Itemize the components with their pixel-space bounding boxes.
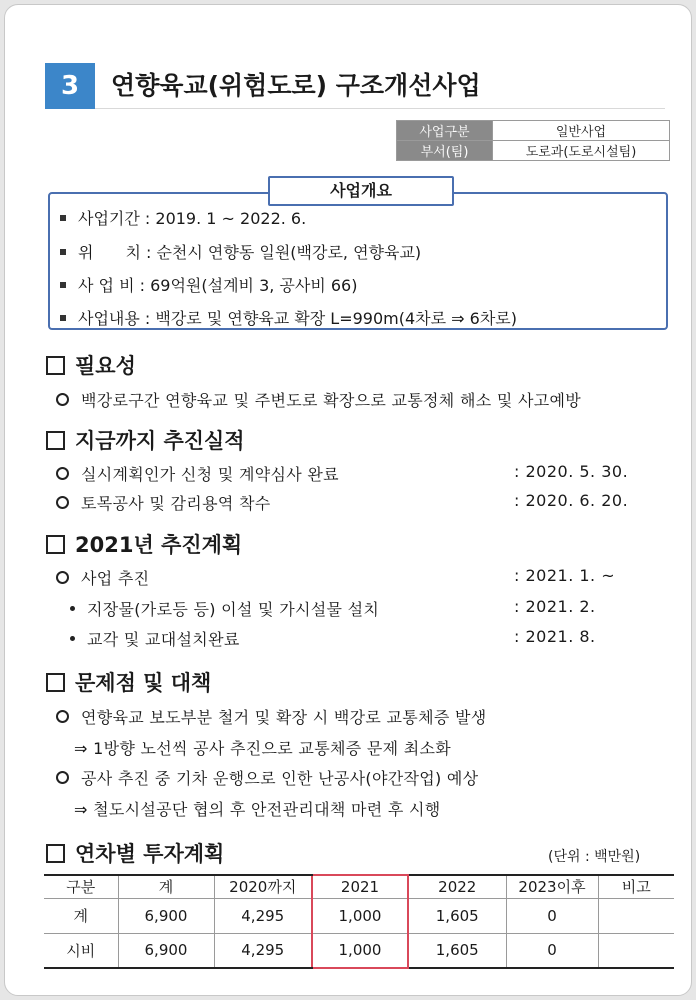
section-heading-investment: 연차별 투자계획	[46, 838, 224, 868]
plan-main-line: 사업 추진	[56, 566, 149, 589]
necessity-line: 백강로구간 연향육교 및 주변도로 확장으로 교통정체 해소 및 사고예방	[56, 388, 581, 411]
title-bar	[45, 63, 665, 109]
checkbox-square-icon	[46, 673, 65, 692]
plan-sub-line: 지장물(가로등 등) 이설 및 가시설물 설치	[70, 597, 379, 620]
issue-problem-line: 연향육교 보도부분 철거 및 확장 시 백강로 교통체증 발생	[56, 705, 486, 728]
table-header-cell: 2023이후	[506, 875, 598, 898]
square-bullet-icon	[60, 282, 66, 288]
circle-bullet-icon	[56, 393, 69, 406]
table-header-cell: 2020까지	[214, 875, 312, 898]
table-cell: 계	[44, 898, 118, 933]
section-heading-plan: 2021년 추진계획	[46, 529, 242, 559]
table-header-row	[44, 875, 674, 898]
table-header-cell: 계	[118, 875, 214, 898]
table-row	[44, 933, 674, 968]
issue-problem-line: 공사 추진 중 기차 운행으로 인한 난공사(야간작업) 예상	[56, 766, 478, 789]
table-cell: 시비	[44, 933, 118, 968]
table-cell: 6,900	[118, 933, 214, 968]
issue-solution-line: ⇒ 철도시설공단 협의 후 안전관리대책 마련 후 시행	[74, 800, 441, 819]
table-cell: 4,295	[214, 933, 312, 968]
investment-table	[44, 874, 674, 969]
meta-value: 도로과(도로시설팀)	[493, 141, 670, 161]
overview-item: 사업내용 : 백강로 및 연향육교 확장 L=990m(4차로 ⇒ 6차로)	[60, 306, 517, 329]
unit-label: (단위 : 백만원)	[548, 849, 641, 865]
table-cell	[598, 933, 674, 968]
section-heading-necessity: 필요성	[46, 350, 136, 380]
checkbox-square-icon	[46, 535, 65, 554]
overview-item: 위 치 : 순천시 연향동 일원(백강로, 연향육교)	[60, 240, 421, 263]
table-row	[44, 898, 674, 933]
table-cell: 1,605	[408, 933, 506, 968]
section-number-badge: 3	[45, 63, 95, 109]
square-bullet-icon	[60, 249, 66, 255]
meta-key: 사업구분	[397, 121, 493, 141]
circle-bullet-icon	[56, 710, 69, 723]
plan-main-date: : 2021. 1. ~	[514, 566, 616, 585]
checkbox-square-icon	[46, 431, 65, 450]
meta-key: 부서(팀)	[397, 141, 493, 161]
circle-bullet-icon	[56, 496, 69, 509]
table-cell: 6,900	[118, 898, 214, 933]
checkbox-square-icon	[46, 844, 65, 863]
table-cell: 1,605	[408, 898, 506, 933]
progress-line: 실시계획인가 신청 및 계약심사 완료	[56, 462, 339, 485]
section-heading-issues: 문제점 및 대책	[46, 667, 211, 697]
circle-bullet-icon	[56, 467, 69, 480]
table-cell: 0	[506, 933, 598, 968]
table-header-cell: 2022	[408, 875, 506, 898]
plan-sub-date: : 2021. 2.	[514, 597, 596, 616]
circle-bullet-icon	[56, 571, 69, 584]
overview-title: 사업개요	[268, 176, 454, 206]
progress-date: : 2020. 6. 20.	[514, 491, 629, 510]
table-cell: 1,000	[312, 898, 408, 933]
issue-solution-line: ⇒ 1방향 노선씩 공사 추진으로 교통체증 문제 최소화	[74, 739, 452, 758]
dot-bullet-icon	[70, 606, 75, 611]
square-bullet-icon	[60, 215, 66, 221]
section-heading-progress: 지금까지 추진실적	[46, 425, 245, 455]
square-bullet-icon	[60, 315, 66, 321]
progress-date: : 2020. 5. 30.	[514, 462, 629, 481]
table-cell: 0	[506, 898, 598, 933]
circle-bullet-icon	[56, 771, 69, 784]
table-cell: 4,295	[214, 898, 312, 933]
meta-value: 일반사업	[493, 121, 670, 141]
overview-item: 사업기간 : 2019. 1 ~ 2022. 6.	[60, 206, 306, 229]
project-meta-table	[396, 120, 670, 161]
table-header-cell: 2021	[312, 875, 408, 898]
dot-bullet-icon	[70, 636, 75, 641]
meta-row	[397, 141, 670, 161]
progress-line: 토목공사 및 감리용역 착수	[56, 491, 270, 514]
table-cell: 1,000	[312, 933, 408, 968]
table-header-cell: 구분	[44, 875, 118, 898]
checkbox-square-icon	[46, 356, 65, 375]
plan-sub-date: : 2021. 8.	[514, 627, 596, 646]
table-header-cell: 비고	[598, 875, 674, 898]
overview-item: 사 업 비 : 69억원(설계비 3, 공사비 66)	[60, 273, 357, 296]
meta-row	[397, 121, 670, 141]
plan-sub-line: 교각 및 교대설치완료	[70, 627, 240, 650]
page-title: 연향육교(위험도로) 구조개선사업	[111, 71, 481, 100]
table-cell	[598, 898, 674, 933]
